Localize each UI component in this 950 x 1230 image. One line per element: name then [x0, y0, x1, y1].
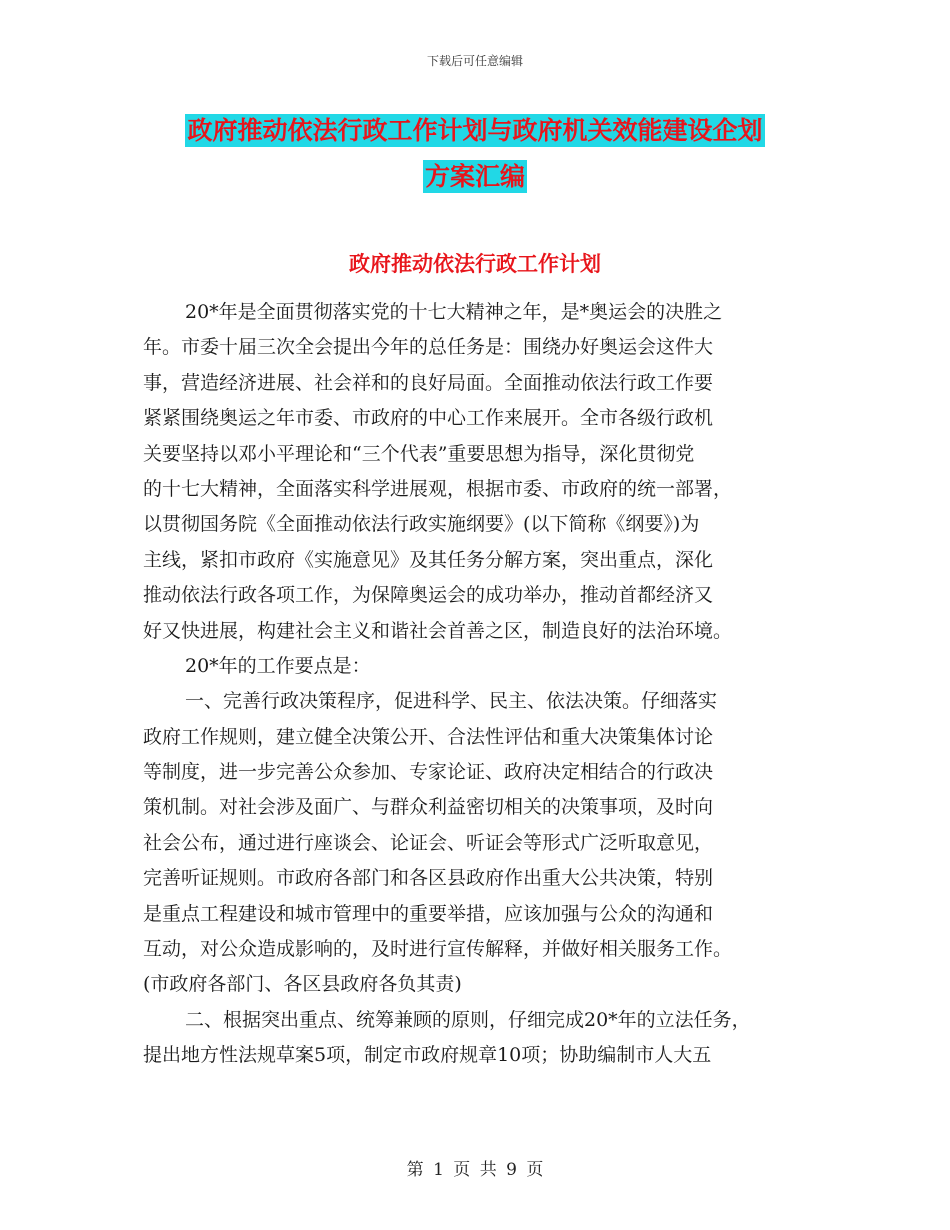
text-line: 事，营造经济进展、社会祥和的良好局面。全面推动依法行政工作要	[143, 371, 714, 394]
text-line: 年。市委十届三次全会提出今年的总任务是：围绕办好奥运会这件大	[143, 336, 714, 359]
document-title	[0, 108, 950, 200]
text-line: 推动依法行政各项工作，为保障奥运会的成功举办，推动首都经济又	[143, 584, 714, 607]
body-text	[143, 295, 833, 1074]
document-title-line-2: 方案汇编	[424, 162, 525, 191]
page-footer: 第 1 页 共 9 页	[406, 1160, 544, 1180]
text-line: 是重点工程建设和城市管理中的重要举措，应该加强与公众的沟通和	[143, 902, 714, 925]
text-line: 主线，紧扣市政府《实施意见》及其任务分解方案，突出重点，深化	[143, 548, 714, 571]
text-line: 完善听证规则。市政府各部门和各区县政府作出重大公共决策，特别	[143, 867, 714, 890]
text-line: 等制度，进一步完善公众参加、专家论证、政府决定相结合的行政决	[143, 761, 714, 784]
text-line: 政府工作规则，建立健全决策公开、合法性评估和重大决策集体讨论	[143, 725, 714, 748]
text-line: (市政府各部门、各区县政府各负其责)	[143, 973, 462, 996]
text-line: 策机制。对社会涉及面广、与群众利益密切相关的决策事项，及时向	[143, 796, 714, 819]
text-line: 互动，对公众造成影响的，及时进行宣传解释，并做好相关服务工作。	[143, 938, 733, 961]
text-line: 以贯彻国务院《全面推动依法行政实施纲要》(以下简称《纲要》)为	[143, 513, 700, 536]
text-line: 好又快进展，构建社会主义和谐社会首善之区，制造良好的法治环境。	[143, 619, 733, 642]
text-line: 的十七大精神，全面落实科学进展观，根据市委、市政府的统一部署，	[143, 477, 733, 500]
text-line: 关要坚持以邓小平理论和“三个代表”重要思想为指导，深化贯彻党	[143, 442, 695, 465]
text-line: 提出地方性法规草案5项，制定市政府规章10项；协助编制市人大五	[143, 1044, 712, 1067]
section-title: 政府推动依法行政工作计划	[349, 252, 601, 276]
text-line: 二、根据突出重点、统筹兼顾的原则，仔细完成20*年的立法任务，	[185, 1008, 751, 1031]
text-line: 20*年的工作要点是：	[185, 654, 371, 677]
text-line: 紧紧围绕奥运之年市委、市政府的中心工作来展开。全市各级行政机	[143, 407, 714, 430]
text-line: 20*年是全面贯彻落实党的十七大精神之年，是*奥运会的决胜之	[185, 301, 723, 323]
document-title-line-1: 政府推动依法行政工作计划与政府机关效能建设企划	[187, 116, 763, 145]
text-line: 一、完善行政决策程序，促进科学、民主、依法决策。仔细落实	[185, 690, 718, 713]
text-line: 社会公布，通过进行座谈会、论证会、听证会等形式广泛听取意见，	[143, 831, 714, 854]
page-header-note: 下载后可任意编辑	[426, 54, 523, 68]
